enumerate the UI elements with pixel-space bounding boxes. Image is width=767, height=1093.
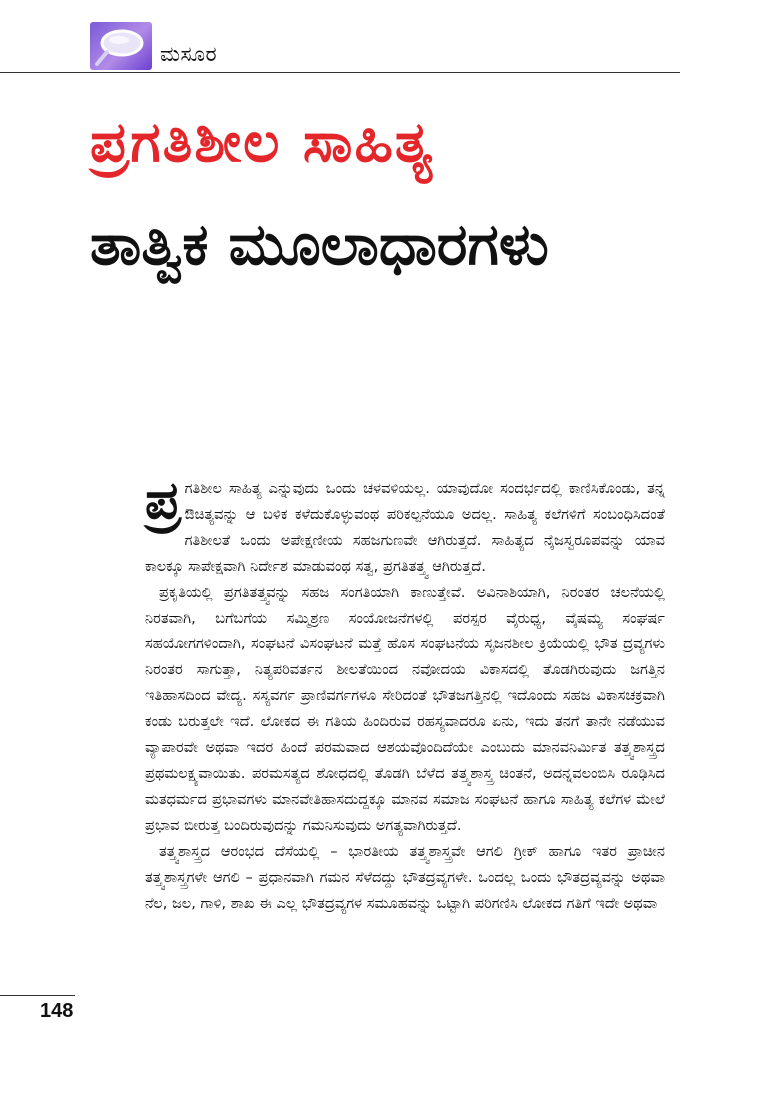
article-title-line1: ಪ್ರಗತಿಶೀಲ ಸಾಹಿತ್ಯ [90,110,435,175]
section-logo [90,22,152,70]
header-divider [0,72,680,73]
paragraph-1-text: ಗತಿಶೀಲ ಸಾಹಿತ್ಯ ಎನ್ನುವುದು ಒಂದು ಚಳವಳಿಯಲ್ಲ. ಯಾವುದೋ ಸಂದರ್ಭದಲ್ಲಿ ಕಾಣಿಸಿಕೊಂಡು, ತನ್ನ ಔಚಿತ್ಯವನ್ನು ಆ ಬಳಿಕ ಕಳೆದುಕೊಳ್ಳುವಂಥ ಪರಿಕಲ್ಪನೆಯೂ ಅದಲ್ಲ. ಸಾಹಿತ್ಯ ಕಲೆಗಳಿಗೆ ಸಂಬಂಧಿಸಿದಂತೆ ಗತಿಶೀಲತೆ ಒಂದು ಅಪೇಕ್ಷಣೀಯ ಸಹಜಗುಣವೇ ಆಗಿರುತ್ತದೆ. ಸಾಹಿತ್ಯದ ನೈಜಸ್ವರೂಪವನ್ನು ಯಾವ ಕಾಲಕ್ಕೂ ಸಾಪೇಕ್ಷವಾಗಿ ನಿರ್ದೇಶ ಮಾಡುವಂಥ ಸತ್ವ, ಪ್ರಗತಿತತ್ತ್ವ ಆಗಿರುತ್ತದೆ. [145,480,665,575]
article-title-line2: ತಾತ್ವಿಕ ಮೂಲಾಧಾರಗಳು [90,210,549,278]
article-body [145,471,665,916]
page-number: 148 [40,1000,74,1022]
magnifier-icon [90,22,152,70]
footer-divider [0,995,75,996]
drop-cap: ಪ್ರ [145,471,181,531]
paragraph-3: ತತ್ತ್ವಶಾಸ್ತ್ರದ ಆರಂಭದ ದೆಸೆಯಲ್ಲಿ – ಭಾರತೀಯ ತತ್ತ್ವಶಾಸ್ತ್ರವೇ ಆಗಲಿ ಗ್ರೀಕ್ ಹಾಗೂ ಇತರ ಪ್ರಾಚೀನ ತತ್ತ್ವಶಾಸ್ತ್ರಗಳೇ ಆಗಲಿ – ಪ್ರಧಾನವಾಗಿ ಗಮನ ಸೆಳೆದದ್ದು ಭೌತದ್ರವ್ಯಗಳೇ. ಒಂದಲ್ಲ ಒಂದು ಭೌತದ್ರವ್ಯವನ್ನು ಅಥವಾ ನೆಲ, ಜಲ, ಗಾಳಿ, ಶಾಖ ಈ ಎಲ್ಲ ಭೌತದ್ರವ್ಯಗಳ ಸಮೂಹವನ್ನು ಒಟ್ಟಾಗಿ ಪರಿಗಣಿಸಿ ಲೋಕದ ಗತಿಗೆ ಇದೇ ಅಥವಾ [145,842,665,912]
paragraph-1 [145,471,665,580]
section-label: ಮಸೂರ [160,42,218,66]
paragraph-2: ಪ್ರಕೃತಿಯಲ್ಲಿ ಪ್ರಗತಿತತ್ತ್ವವನ್ನು ಸಹಜ ಸಂಗತಿಯಾಗಿ ಕಾಣುತ್ತೇವೆ. ಅವಿನಾಶಿಯಾಗಿ, ನಿರಂತರ ಚಲನೆಯಲ್ಲಿ ನಿರತವಾಗಿ, ಬಗೆಬಗೆಯ ಸಮ್ಮಿಶ್ರಣ ಸಂಯೋಜನೆಗಳಲ್ಲಿ ಪರಸ್ಪರ ವೈರುಧ್ಯ, ವೈಷಮ್ಯ ಸಂಘರ್ಷ ಸಹಯೋಗಗಳಿಂದಾಗಿ, ಸಂಘಟನೆ ವಿಸಂಘಟನೆ ಮತ್ತೆ ಹೊಸ ಸಂಘಟನೆಯ ಸೃಜನಶೀಲ ಕ್ರಿಯೆಯಲ್ಲಿ ಭೌತ ದ್ರವ್ಯಗಳು ನಿರಂತರ ಸಾಗುತ್ತಾ, ನಿತ್ಯಪರಿವರ್ತನ ಶೀಲತೆಯಿಂದ ನವೋದಯ ವಿಕಾಸದಲ್ಲಿ ತೊಡಗಿರುವುದು ಜಗತ್ತಿನ ಇತಿಹಾಸದಿಂದ ವೇದ್ಯ. ಸಸ್ಯವರ್ಗ ಪ್ರಾಣಿವರ್ಗಗಳೂ ಸೇರಿದಂತೆ ಭೌತಜಗತ್ತಿನಲ್ಲಿ ಇದೊಂದು ಸಹಜ ವಿಕಾಸಚಕ್ರವಾಗಿ ಕಂಡು ಬರುತ್ತಲೇ ಇದೆ. ಲೋಕದ ಈ ಗತಿಯ ಹಿಂದಿರುವ ರಹಸ್ಯವಾದರೂ ಏನು, ಇದು ತನಗೆ ತಾನೇ ನಡೆಯುವ ವ್ಯಾಪಾರವೇ ಅಥವಾ ಇದರ ಹಿಂದೆ ಪರಮವಾದ ಆಶಯವೊಂದಿದೆಯೇ ಎಂಬುದು ಮಾನವನಿರ್ಮಿತ ತತ್ತ್ವಶಾಸ್ತ್ರದ ಪ್ರಥಮಲಕ್ಷ್ಯವಾಯಿತು. ಪರಮಸತ್ಯದ ಶೋಧದಲ್ಲಿ ತೊಡಗಿ ಬೆಳೆದ ತತ್ತ್ವಶಾಸ್ತ್ರ ಚಿಂತನೆ, ಅದನ್ನವಲಂಬಿಸಿ ರೂಢಿಸಿದ ಮತಧರ್ಮದ ಪ್ರಭಾವಗಳು ಮಾನವೇತಿಹಾಸದುದ್ದಕ್ಕೂ ಮಾನವ ಸಮಾಜ ಸಂಘಟನೆ ಹಾಗೂ ಸಾಹಿತ್ಯ ಕಲೆಗಳ ಮೇಲೆ ಪ್ರಭಾವ ಬೀರುತ್ತ ಬಂದಿರುವುದನ್ನು ಗಮನಿಸುವುದು ಅಗತ್ಯವಾಗಿರುತ್ತದೆ. [145,583,665,834]
